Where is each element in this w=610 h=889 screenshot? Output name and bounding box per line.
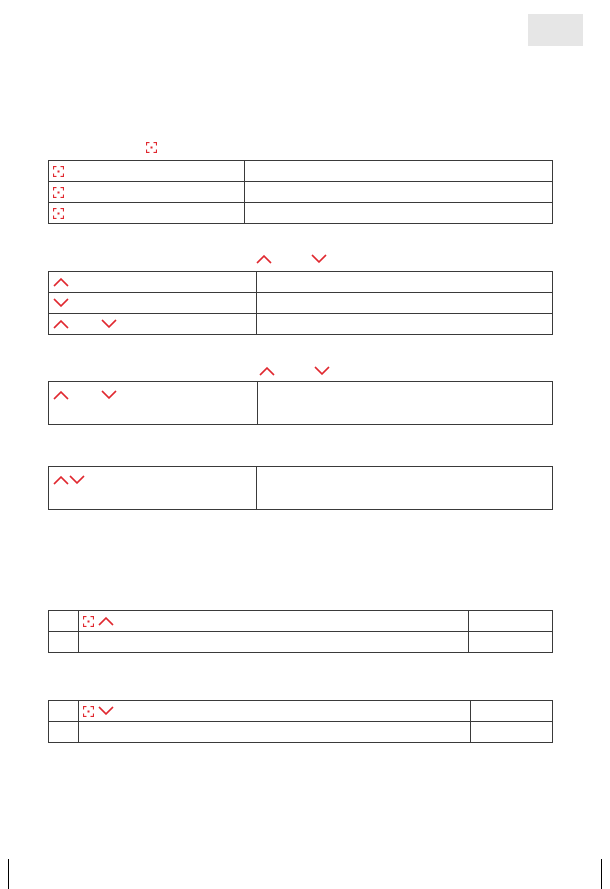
arrows-table — [48, 271, 553, 335]
table-cell — [49, 467, 257, 510]
expand-down-table — [48, 700, 553, 743]
table-cell — [49, 722, 79, 743]
table-row — [49, 272, 553, 293]
chevron-down-icon — [53, 298, 69, 308]
chevron-up-icon — [53, 319, 69, 329]
left-margin-line — [8, 859, 9, 889]
table-cell — [49, 611, 79, 632]
chevron-down-icon — [98, 706, 114, 716]
expand-icon — [83, 706, 94, 717]
chevron-up-icon — [256, 254, 272, 264]
table-row — [49, 203, 553, 224]
expand-icon — [83, 616, 94, 627]
combo-table — [48, 466, 553, 510]
table-cell — [49, 632, 79, 653]
table-cell — [471, 701, 553, 722]
table-cell — [469, 632, 553, 653]
table-row — [49, 314, 553, 335]
table-cell — [258, 382, 553, 425]
table-cell — [257, 272, 553, 293]
table-cell — [245, 161, 553, 182]
table-cell — [49, 701, 79, 722]
table-cell — [79, 701, 471, 722]
expand-table — [48, 160, 553, 224]
chevron-up-icon — [98, 616, 114, 626]
chevron-up-icon — [53, 390, 69, 400]
table-row — [49, 722, 553, 743]
expand-icon — [146, 142, 157, 153]
table-cell — [257, 314, 553, 335]
chevron-up-icon — [53, 475, 69, 485]
chevron-up-icon — [259, 366, 275, 376]
chevron-down-icon — [311, 254, 327, 264]
table-row — [49, 293, 553, 314]
right-margin-line — [601, 859, 602, 889]
table-row — [49, 632, 553, 653]
table-cell — [79, 632, 469, 653]
expand-icon — [53, 187, 64, 198]
table-row — [49, 382, 553, 425]
chevron-down-icon — [314, 366, 330, 376]
expand-icon — [53, 208, 64, 219]
table-cell — [245, 203, 553, 224]
table-cell — [469, 611, 553, 632]
page-tab — [528, 14, 583, 46]
table-cell — [49, 382, 258, 425]
table-cell — [471, 722, 553, 743]
table-cell — [49, 203, 245, 224]
table-cell — [49, 314, 257, 335]
table-row — [49, 611, 553, 632]
table-cell — [257, 467, 553, 510]
table-cell — [49, 161, 245, 182]
table-row — [49, 467, 553, 510]
both-table — [48, 381, 553, 425]
table-cell — [79, 611, 469, 632]
chevron-down-icon — [101, 319, 117, 329]
table-cell — [49, 182, 245, 203]
chevron-up-icon — [53, 277, 69, 287]
table-cell — [49, 293, 257, 314]
chevron-down-icon — [101, 390, 117, 400]
expand-icon — [53, 166, 64, 177]
table-row — [49, 701, 553, 722]
table-cell — [49, 272, 257, 293]
table-cell — [245, 182, 553, 203]
table-row — [49, 182, 553, 203]
chevron-down-icon — [69, 475, 85, 485]
table-cell — [79, 722, 471, 743]
table-cell — [257, 293, 553, 314]
table-row — [49, 161, 553, 182]
expand-up-table — [48, 610, 553, 653]
